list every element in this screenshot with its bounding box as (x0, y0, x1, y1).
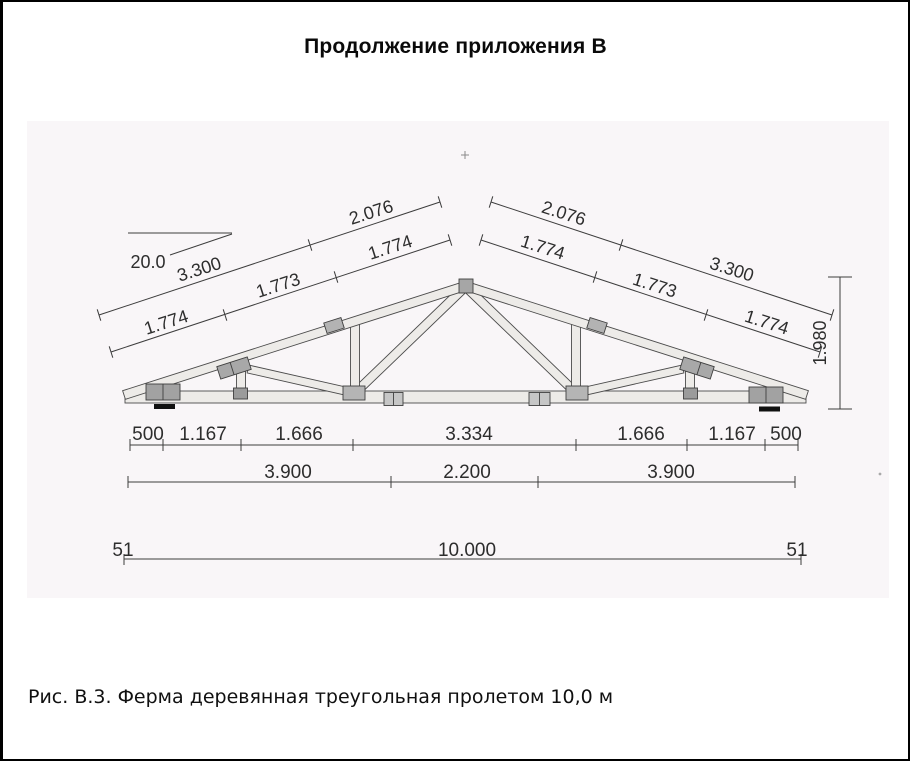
dim-row1-4: 3.334 (445, 424, 493, 445)
dim-left-inner-2: 1.773 (253, 268, 303, 302)
dim-row2-2: 2.200 (443, 462, 491, 483)
scan-speck (879, 473, 882, 476)
dimension-lines (97, 196, 852, 565)
dim-right-outer-1: 2.076 (539, 196, 589, 230)
dim-right-inner-3: 1.774 (742, 305, 792, 339)
dim-height-label: 1.980 (810, 320, 830, 366)
dim-row1-7: 500 (770, 424, 802, 445)
bearing-block-right (749, 387, 783, 403)
vertical-right-tall (572, 323, 581, 393)
vertical-base-right (684, 388, 698, 399)
dim-row1-6: 1.167 (708, 424, 756, 445)
dim-row3-2: 10.000 (437, 540, 497, 561)
page-title: Продолжение приложения В (304, 35, 607, 58)
dim-row2-1: 3.900 (264, 462, 312, 483)
dim-left-inner-3: 1.774 (365, 230, 415, 264)
cleat-right-inner (587, 318, 607, 334)
dim-row3-1: 51 (112, 540, 134, 561)
figure-caption: Рис. В.3. Ферма деревянная треугольная пролетом 10,0 м (28, 686, 614, 708)
dim-right-inner-1: 1.774 (518, 230, 568, 264)
slope-label: 20.0 (130, 252, 166, 272)
dim-right-inner-2: 1.773 (630, 268, 680, 302)
scan-artifacts (461, 151, 881, 475)
dim-left-outer-2: 2.076 (346, 195, 396, 229)
support-mark-right (759, 407, 780, 412)
chord-splice-left (384, 393, 403, 406)
dim-row3-3: 51 (786, 540, 808, 561)
dimension-labels (112, 196, 830, 561)
bottom-chord (125, 391, 806, 403)
vertical-left-tall (351, 323, 360, 393)
dim-row2-3: 3.900 (647, 462, 695, 483)
support-mark-left (154, 404, 175, 409)
apex-block (459, 279, 473, 293)
truss-drawing (3, 2, 910, 761)
dim-line-height (828, 277, 852, 409)
dim-right-outer-2: 3.300 (707, 252, 757, 286)
bearing-block-left (146, 384, 180, 400)
registration-cross-mark (461, 151, 469, 159)
chord-splice-right (529, 393, 550, 406)
dim-left-outer-1: 3.300 (174, 252, 224, 286)
cleat-left-inner (324, 318, 344, 334)
vertical-base-left (234, 388, 248, 399)
dim-row1-5: 1.666 (617, 424, 665, 445)
dim-row1-3: 1.666 (275, 424, 323, 445)
gusset-left (343, 386, 365, 400)
dim-row1-2: 1.167 (179, 424, 227, 445)
dim-left-inner-1: 1.774 (141, 305, 191, 339)
truss-members (123, 282, 809, 403)
dim-row1-1: 500 (132, 424, 164, 445)
gusset-right (566, 386, 588, 400)
